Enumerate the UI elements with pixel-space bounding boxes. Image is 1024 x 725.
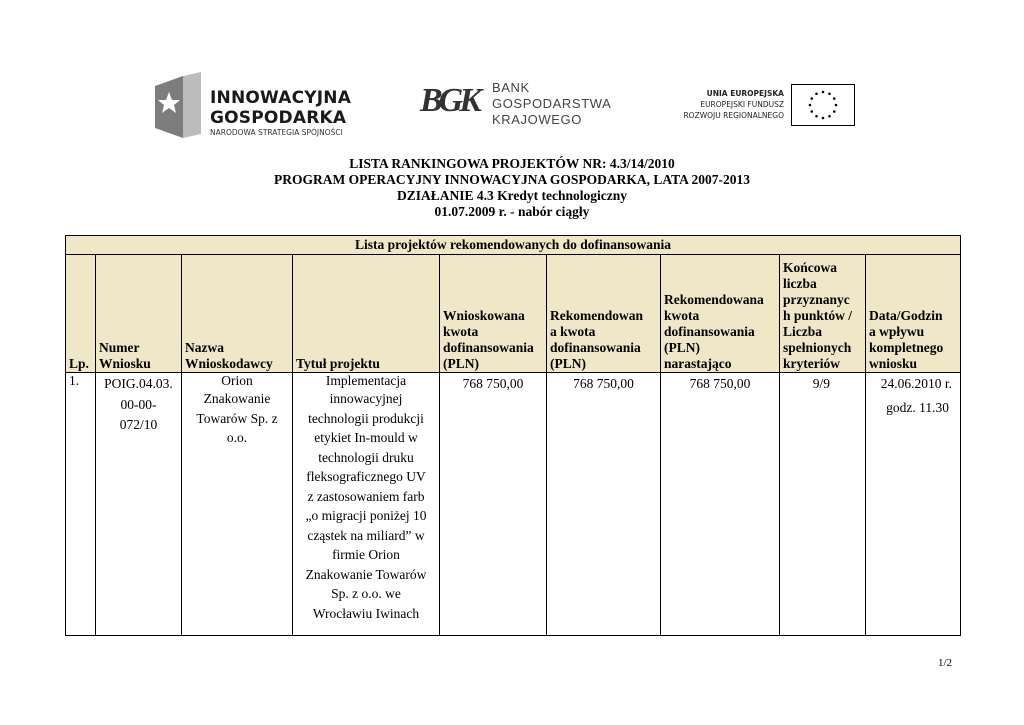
table-title: Lista projektów rekomendowanych do dofinansowania xyxy=(66,236,961,255)
header-lp xyxy=(66,255,96,373)
header-rekomendowana-l1: Rekomendowan xyxy=(550,308,644,323)
header-numer-l2: Wniosku xyxy=(99,356,151,371)
cell-punkty: 9/9 xyxy=(780,373,866,636)
header-narastajaco-l3: dofinansowania xyxy=(664,324,755,339)
eu-star-icon xyxy=(822,117,825,120)
heading-line2: PROGRAM OPERACYJNY INNOWACYJNA GOSPODARKA, LATA 2007-2013 xyxy=(273,172,750,187)
cell-numer-l3: 072/10 xyxy=(119,416,158,432)
header-narastajaco-l2: kwota xyxy=(664,308,700,323)
header-data-l4: wniosku xyxy=(869,356,918,371)
cell-numer-l1: POIG.04.03. xyxy=(104,376,173,391)
header-punkty-l3: przyznanyc xyxy=(783,292,850,307)
cell-wnioskowana: 768 750,00 xyxy=(440,373,547,636)
cell-tytul-l3: technologii produkcji xyxy=(308,410,424,426)
eu-flag-icon xyxy=(791,84,855,126)
header-wnioskowana-l1: Wnioskowana xyxy=(443,308,525,323)
eu-star-icon xyxy=(815,92,818,95)
header-punkty-l4: h punktów / xyxy=(783,308,853,323)
eu-star-icon xyxy=(835,104,838,107)
bgk-logo-line1: BANK xyxy=(492,80,530,95)
innowacyjna-logo-line2: GOSPODARKA xyxy=(210,108,347,128)
eu-logo-text xyxy=(683,88,784,121)
header-punkty-l7: kryteriów xyxy=(783,356,840,371)
eu-logo xyxy=(676,84,856,128)
header-wnioskowana xyxy=(440,255,547,373)
bgk-logo xyxy=(420,78,620,133)
cell-tytul-l4: etykiet In-mould w xyxy=(314,430,418,445)
cell-nazwa xyxy=(182,373,293,636)
cell-data-date: 24.06.2010 r. xyxy=(880,376,953,391)
cell-narastajaco: 768 750,00 xyxy=(661,373,780,636)
cell-tytul-l12: Sp. z o.o. we xyxy=(331,586,401,601)
cell-tytul-l5: technologii druku xyxy=(318,449,414,465)
header-data-l3: kompletnego xyxy=(869,340,944,355)
cell-tytul-l8: „o migracji poniżej 10 xyxy=(305,508,427,523)
ranking-table xyxy=(65,235,961,636)
eu-star-icon xyxy=(822,91,825,94)
eu-star-icon xyxy=(815,115,818,118)
cell-lp: 1. xyxy=(66,373,96,636)
header-punkty-l6: spełnionych xyxy=(783,340,852,355)
header-narastajaco-l4: (PLN) xyxy=(664,340,700,355)
eu-star-icon xyxy=(833,97,836,100)
cell-nazwa-l2: Znakowanie xyxy=(203,391,271,406)
eu-star-icon xyxy=(809,104,812,107)
eu-star-icon xyxy=(810,110,813,113)
header-rekomendowana-l2: a kwota xyxy=(550,324,596,339)
cell-numer-l2: 00-00- xyxy=(120,397,157,412)
header-punkty-l1: Końcowa xyxy=(783,260,837,275)
header-wnioskowana-l3: dofinansowania xyxy=(443,340,534,355)
cell-tytul-l6: fleksograficznego UV xyxy=(306,469,426,484)
cell-data-time: godz. 11.30 xyxy=(886,400,950,415)
eu-star-icon xyxy=(833,110,836,113)
cell-tytul-l11: Znakowanie Towarów xyxy=(305,566,427,582)
cell-tytul-l1: Implementacja xyxy=(325,373,407,388)
heading-line1: LISTA RANKINGOWA PROJEKTÓW NR: 4.3/14/2010 xyxy=(349,156,675,171)
header-numer-l1: Numer xyxy=(99,340,140,355)
header-nazwa-l2: Wnioskodawcy xyxy=(185,356,273,371)
table-row xyxy=(66,373,961,636)
cell-rekomendowana: 768 750,00 xyxy=(547,373,661,636)
header-data xyxy=(866,255,961,373)
cell-nazwa-l1: Orion xyxy=(221,373,253,388)
header-wnioskowana-l4: (PLN) xyxy=(443,356,479,371)
bgk-logo-text xyxy=(492,80,611,128)
cell-tytul xyxy=(293,373,440,636)
header-punkty-l5: Liczba xyxy=(783,324,822,339)
cell-tytul-l2: innowacyjnej xyxy=(329,391,403,406)
header-nazwa xyxy=(182,255,293,373)
header-rekomendowana-l3: dofinansowania xyxy=(550,340,641,355)
eu-logo-line1: UNIA EUROPEJSKA xyxy=(706,89,784,98)
eu-star-icon xyxy=(828,92,831,95)
bgk-logo-line2: GOSPODARSTWA xyxy=(492,96,612,111)
header-data-l2: a wpływu xyxy=(869,324,925,339)
header-tytul xyxy=(293,255,440,373)
innowacyjna-gospodarka-logo xyxy=(155,72,360,138)
cell-numer xyxy=(96,373,182,636)
table-header-row xyxy=(66,255,961,373)
header-punkty-l2: liczba xyxy=(783,276,817,291)
bgk-logo-line3: KRAJOWEGO xyxy=(492,112,582,127)
cell-tytul-l7: z zastosowaniem farb xyxy=(307,488,425,504)
eu-star-icon xyxy=(810,97,813,100)
cell-nazwa-l3: Towarów Sp. z xyxy=(196,410,278,426)
bgk-monogram: BGK xyxy=(420,82,478,119)
eu-logo-line2: EUROPEJSKI FUNDUSZ xyxy=(700,100,784,109)
header-narastajaco xyxy=(661,255,780,373)
eu-star-icon xyxy=(828,115,831,118)
cell-tytul-l10: firmie Orion xyxy=(332,547,400,562)
header-wnioskowana-l2: kwota xyxy=(443,324,479,339)
header-data-l1: Data/Godzin xyxy=(869,308,943,323)
cell-tytul-l9: cząstek na miliard” w xyxy=(307,527,425,543)
cell-nazwa-l4: o.o. xyxy=(226,430,248,445)
cell-data xyxy=(866,373,961,636)
document-heading xyxy=(0,156,1024,220)
eu-logo-line3: ROZWOJU REGIONALNEGO xyxy=(683,111,784,120)
heading-line4: 01.07.2009 r. - nabór ciągły xyxy=(434,204,590,219)
header-tytul-text: Tytuł projektu xyxy=(296,356,380,371)
innowacyjna-logo-line3: NARODOWA STRATEGIA SPÓJNOŚCI xyxy=(210,128,343,137)
header-narastajaco-l5: narastająco xyxy=(664,356,732,371)
header-punkty xyxy=(780,255,866,373)
header-nazwa-l1: Nazwa xyxy=(185,340,224,355)
header-lp-text: Lp. xyxy=(69,356,89,371)
innowacyjna-logo-line1: INNOWACYJNA xyxy=(210,88,352,108)
heading-line3: DZIAŁANIE 4.3 Kredyt technologiczny xyxy=(396,188,627,203)
cell-tytul-l13: Wrocławiu Iwinach xyxy=(312,605,420,621)
page-number: 1/2 xyxy=(938,657,953,669)
header-rekomendowana xyxy=(547,255,661,373)
header-narastajaco-l1: Rekomendowana xyxy=(664,292,764,307)
header-numer xyxy=(96,255,182,373)
innowacyjna-gospodarka-mark-icon xyxy=(155,72,201,138)
header-rekomendowana-l4: (PLN) xyxy=(550,356,586,371)
